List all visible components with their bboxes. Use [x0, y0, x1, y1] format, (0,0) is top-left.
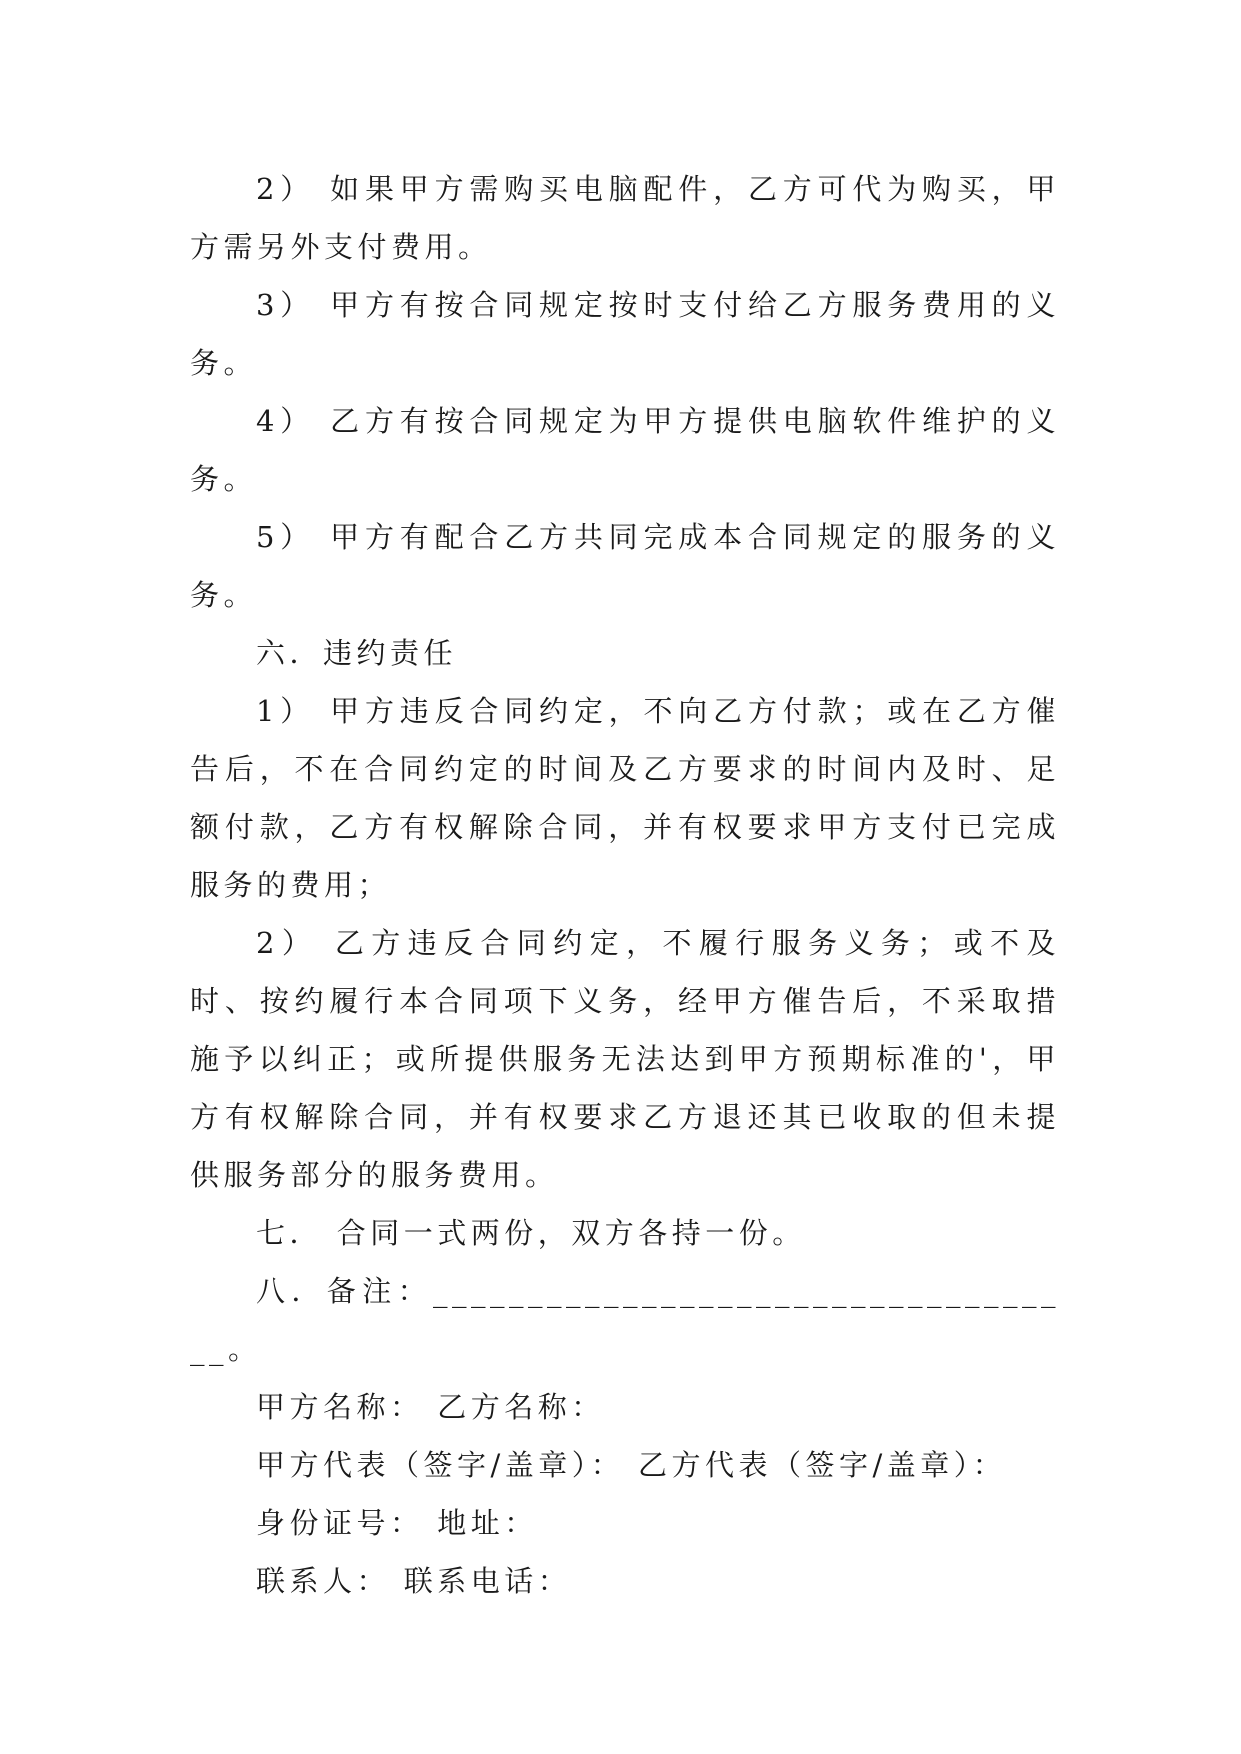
signature-contact: 联系人： 联系电话： — [256, 1564, 572, 1598]
document-body — [190, 160, 1060, 1610]
signature-party-names: 甲方名称： 乙方名称： — [256, 1390, 605, 1424]
clause-4-maintenance-obligation: 4） 乙方有按合同规定为甲方提供电脑软件维护的义务。 — [190, 404, 1060, 496]
signature-representatives: 甲方代表（签字/盖章）： 乙方代表（签字/盖章）： — [256, 1448, 1007, 1482]
clause-5-cooperation-obligation: 5） 甲方有配合乙方共同完成本合同规定的服务的义务。 — [190, 520, 1060, 612]
section-copies: 七． 合同一式两份，双方各持一份。 — [256, 1216, 806, 1250]
liability-clause-2: 2） 乙方违反合同约定，不履行服务义务；或不及时、按约履行本合同项下义务，经甲方催告后，不采取措施予以纠正；或所提供服务无法达到甲方预期标准的'，甲方有权解除合同，并有权要求乙方退还其已收取的但未提供服务部分的服务费用。 — [190, 926, 1060, 1192]
signature-id-address: 身份证号： 地址： — [256, 1506, 538, 1540]
liability-clause-1: 1） 甲方违反合同约定，不向乙方付款；或在乙方催告后，不在合同约定的时间及乙方要求的时间内及时、足额付款，乙方有权解除合同，并有权要求甲方支付已完成服务的费用； — [190, 694, 1060, 902]
clause-3-payment-obligation: 3） 甲方有按合同规定按时支付给乙方服务费用的义务。 — [190, 288, 1060, 380]
clause-2-purchase-accessories: 2） 如果甲方需购买电脑配件，乙方可代为购买，甲方需另外支付费用。 — [190, 172, 1060, 264]
section-remarks: 八．备注：___________________________________。 — [190, 1274, 1060, 1366]
section-heading-liability: 六．违约责任 — [256, 636, 458, 670]
